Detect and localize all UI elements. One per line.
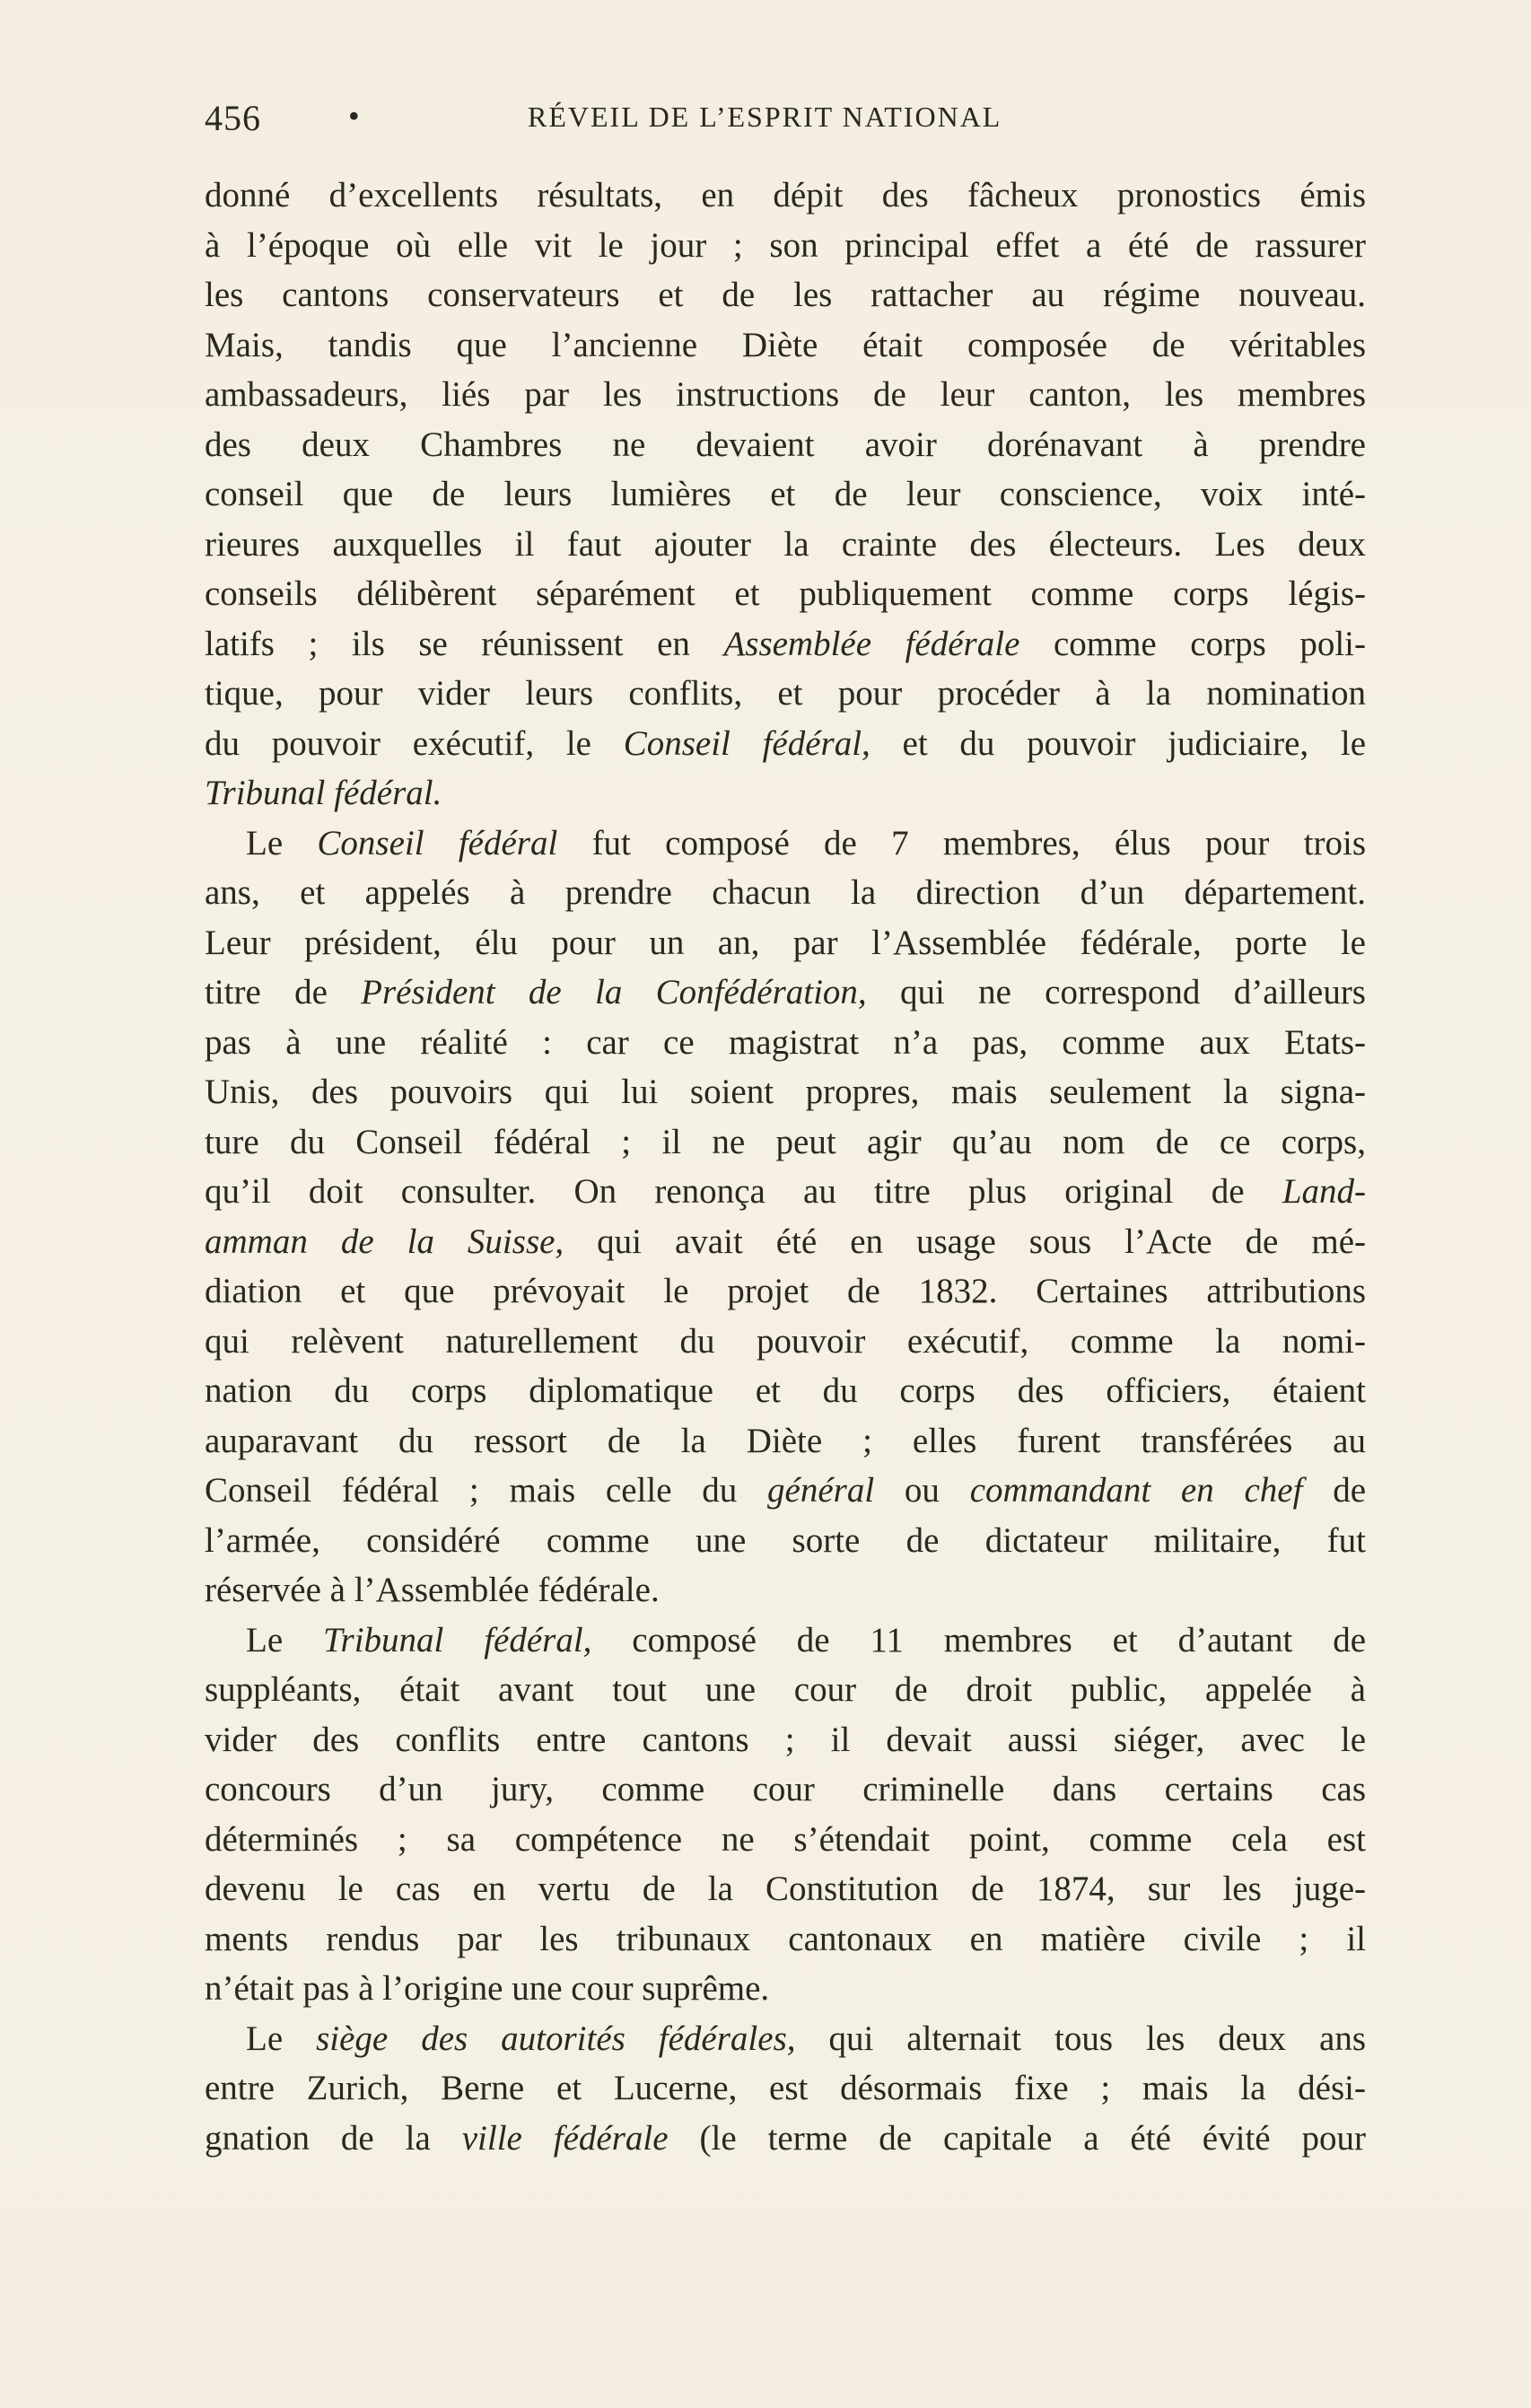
text-run: conseils délibèrent séparément et publiquement comme corps légis- <box>205 574 1366 613</box>
italic-term: siège des autorités fédérales, <box>316 2018 796 2058</box>
text-run: rieures auxquelles il faut ajouter la crainte des électeurs. Les deux <box>205 524 1366 564</box>
text-line <box>205 469 1366 520</box>
text-run: Le <box>246 2018 317 2058</box>
italic-term: Président de la Confédération, <box>361 973 867 1011</box>
text-run: devenu le cas en vertu de la Constitution de 1874, sur les juge- <box>205 1869 1366 1908</box>
text-line <box>205 619 1366 670</box>
text-run: Leur président, élu pour un an, par l’Assemblée fédérale, porte le <box>205 923 1366 962</box>
text-run: de <box>1302 1471 1367 1510</box>
italic-term: ville fédérale <box>461 2118 669 2158</box>
text-line <box>205 1067 1366 1117</box>
text-line <box>205 221 1366 271</box>
text-run: diation et que prévoyait le projet de 1832. Certaines attributions <box>205 1272 1366 1310</box>
text-line <box>205 270 1366 320</box>
text-run: ture du Conseil fédéral ; il ne peut agir qu’au nom de ce corps, <box>205 1122 1366 1161</box>
text-run: des deux Chambres ne devaient avoir dorénavant à prendre <box>205 425 1366 464</box>
italic-term: commandant en chef <box>969 1471 1303 1510</box>
italic-term: Tribunal fédéral, <box>322 1620 592 1659</box>
text-line <box>205 1167 1366 1217</box>
text-line <box>205 1914 1366 1965</box>
text-line <box>205 569 1366 619</box>
text-line <box>205 1466 1366 1516</box>
text-line <box>205 1117 1366 1168</box>
text-line <box>205 420 1366 470</box>
text-line <box>205 2063 1366 2114</box>
text-run: qui alternait tous les deux ans <box>795 2018 1367 2058</box>
text-run: Unis, des pouvoirs qui lui soient propres, mais seulement la signa- <box>205 1073 1366 1111</box>
text-line <box>205 1815 1366 1865</box>
text-run: Conseil fédéral ; mais celle du <box>205 1471 768 1510</box>
italic-term: Land- <box>1282 1172 1366 1211</box>
text-line <box>205 768 1366 819</box>
text-run: latifs ; ils se réunissent en <box>205 624 724 663</box>
text-run: auparavant du ressort de la Diète ; elles furent transférées au <box>205 1421 1366 1460</box>
text-run: conseil que de leurs lumières et de leur conscience, voix inté- <box>205 475 1366 513</box>
text-line <box>205 918 1366 968</box>
text-run: nation du corps diplomatique et du corps des officiers, étaient <box>205 1371 1366 1410</box>
text-line <box>205 819 1366 869</box>
text-run: qui ne correspond d’ailleurs <box>866 973 1366 1011</box>
text-run: composé de 11 membres et d’autant de <box>591 1620 1367 1659</box>
text-run: qui avait été en usage sous l’Acte de mé- <box>564 1222 1366 1261</box>
text-run: Mais, tandis que l’ancienne Diète était composée de véritables <box>205 325 1366 364</box>
text-line <box>205 1764 1366 1815</box>
page-header <box>205 97 1366 144</box>
text-run: qu’il doit consulter. On renonça au titre plus original de <box>205 1172 1282 1211</box>
text-run: qui relèvent naturellement du pouvoir exécutif, comme la nomi- <box>205 1321 1366 1361</box>
text-line <box>205 370 1366 420</box>
text-line <box>205 1864 1366 1914</box>
italic-term: Conseil fédéral <box>317 823 558 863</box>
text-run: n’était pas à l’origine une cour suprême. <box>205 1969 770 2008</box>
text-run: à l’époque où elle vit le jour ; son principal effet a été de rassurer <box>205 225 1366 265</box>
text-run: suppléants, était avant tout une cour de droit public, appelée à <box>205 1670 1366 1709</box>
text-line <box>205 2014 1366 2064</box>
text-line <box>205 1266 1366 1317</box>
text-line <box>205 1416 1366 1467</box>
text-run: ments rendus par les tribunaux cantonaux en matière civile ; il <box>205 1919 1366 1958</box>
text-run: ambassadeurs, liés par les instructions de leur canton, les membres <box>205 375 1366 414</box>
text-run: déterminés ; sa compétence ne s’étendait point, comme cela est <box>205 1819 1366 1859</box>
text-run: concours d’un jury, comme cour criminelle dans certains cas <box>205 1770 1366 1808</box>
running-title: RÉVEIL DE L’ESPRIT NATIONAL <box>528 101 1002 133</box>
text-run: réservée à l’Assemblée fédérale. <box>205 1571 660 1609</box>
text-run: gnation de la <box>205 2118 462 2158</box>
italic-term: général <box>767 1471 875 1510</box>
text-run: ans, et appelés à prendre chacun la direction d’un département. <box>205 873 1366 912</box>
text-line <box>205 171 1366 221</box>
text-run: comme corps poli- <box>1019 624 1366 663</box>
italic-term: Assemblée fédérale <box>723 624 1020 663</box>
text-line <box>205 669 1366 719</box>
text-line <box>205 1616 1366 1666</box>
text-run: du pouvoir exécutif, le <box>205 723 624 763</box>
text-run: tique, pour vider leurs conflits, et pour procéder à la nomination <box>205 674 1366 713</box>
text-run: titre de <box>205 973 362 1011</box>
text-line <box>205 1964 1366 2014</box>
text-run: fut composé de 7 membres, élus pour trois <box>557 823 1367 863</box>
text-run: Le <box>246 1620 323 1659</box>
text-run: ou <box>874 1471 970 1510</box>
header-separator: • <box>348 98 360 134</box>
text-line <box>205 1217 1366 1267</box>
text-line <box>205 1317 1366 1367</box>
text-line <box>205 320 1366 371</box>
text-line <box>205 2114 1366 2164</box>
italic-term: Tribunal fédéral. <box>205 774 442 812</box>
text-line <box>205 1018 1366 1068</box>
text-line <box>205 968 1366 1018</box>
text-run: pas à une réalité : car ce magistrat n’a pas, comme aux Etats- <box>205 1022 1366 1062</box>
text-line <box>205 1366 1366 1416</box>
text-line <box>205 1516 1366 1566</box>
text-line <box>205 719 1366 769</box>
text-run: donné d’excellents résultats, en dépit des fâcheux pronostics émis <box>205 176 1366 215</box>
text-line <box>205 1665 1366 1715</box>
italic-term: amman de la Suisse, <box>205 1222 564 1261</box>
text-run: (le terme de capitale a été évité pour <box>668 2118 1367 2158</box>
body-text <box>205 171 1366 2163</box>
text-run: vider des conflits entre cantons ; il devait aussi siéger, avec le <box>205 1720 1366 1759</box>
italic-term: Conseil fédéral, <box>623 723 870 763</box>
text-line <box>205 1565 1366 1616</box>
text-run: l’armée, considéré comme une sorte de dictateur militaire, fut <box>205 1520 1366 1560</box>
text-line <box>205 1715 1366 1765</box>
text-line <box>205 868 1366 918</box>
text-line <box>205 520 1366 570</box>
text-run: et du pouvoir judiciaire, le <box>870 723 1367 763</box>
text-run: Le <box>246 823 318 863</box>
text-run: les cantons conservateurs et de les rattacher au régime nouveau. <box>205 276 1366 314</box>
text-run: entre Zurich, Berne et Lucerne, est désormais fixe ; mais la dési- <box>205 2069 1366 2107</box>
page-number: 456 <box>205 98 261 138</box>
